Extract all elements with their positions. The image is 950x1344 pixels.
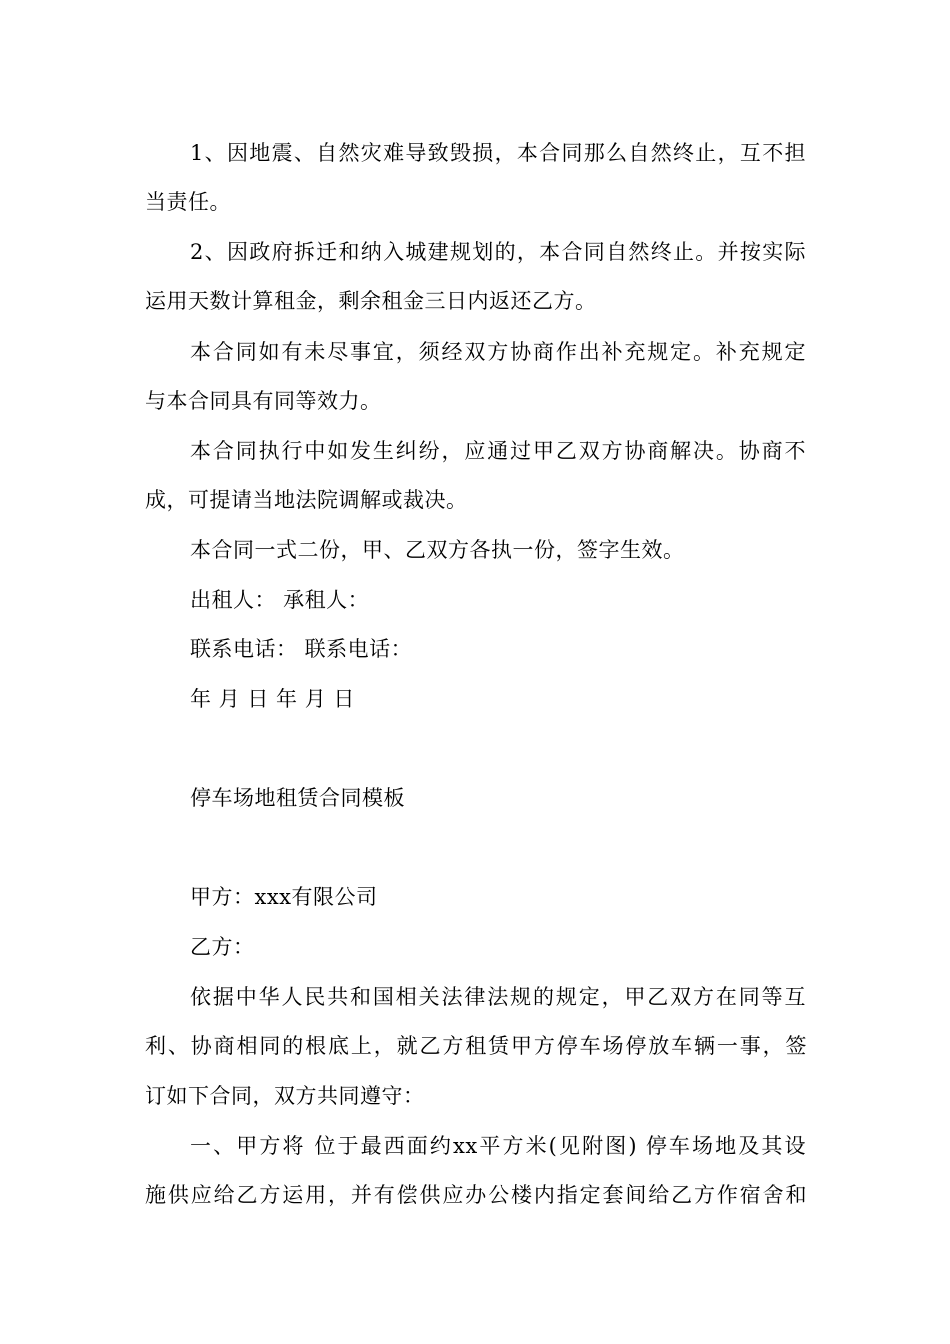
- paragraph-line: 当责任。: [145, 190, 231, 214]
- signature-line-date: 年 月 日 年 月 日: [190, 687, 355, 711]
- paragraph-line: 2、因政府拆迁和纳入城建规划的，本合同自然终止。并按实际: [190, 240, 806, 264]
- party-b-line: 乙方：: [190, 935, 255, 959]
- section-title: 停车场地租赁合同模板: [190, 786, 405, 810]
- signature-line-parties: 出租人： 承租人：: [190, 588, 370, 612]
- paragraph-line: 本合同一式二份，甲、乙双方各执一份，签字生效。: [190, 538, 685, 562]
- paragraph-line: 利、协商相同的根底上，就乙方租赁甲方停车场停放车辆一事，签: [145, 1034, 807, 1058]
- paragraph-line: 1、因地震、自然灾难导致毁损，本合同那么自然终止，互不担: [190, 141, 806, 165]
- paragraph-line: 依据中华人民共和国相关法律法规的规定，甲乙双方在同等互: [190, 985, 806, 1009]
- party-a-line: 甲方：xxx有限公司: [190, 885, 378, 909]
- paragraph-line: 运用天数计算租金，剩余租金三日内返还乙方。: [145, 289, 597, 313]
- paragraph-line: 成，可提请当地法院调解或裁决。: [145, 488, 468, 512]
- paragraph-line: 施供应给乙方运用，并有偿供应办公楼内指定套间给乙方作宿舍和: [145, 1183, 807, 1207]
- signature-line-phone: 联系电话： 联系电话：: [190, 637, 413, 661]
- paragraph-line: 本合同如有未尽事宜，须经双方协商作出补充规定。补充规定: [190, 340, 806, 364]
- paragraph-line: 本合同执行中如发生纠纷，应通过甲乙双方协商解决。协商不: [190, 439, 806, 463]
- paragraph-line: 与本合同具有同等效力。: [145, 389, 382, 413]
- paragraph-line: 订如下合同，双方共同遵守：: [145, 1084, 425, 1108]
- paragraph-line: 一、甲方将 位于最西面约xx平方米(见附图) 停车场地及其设: [190, 1134, 806, 1158]
